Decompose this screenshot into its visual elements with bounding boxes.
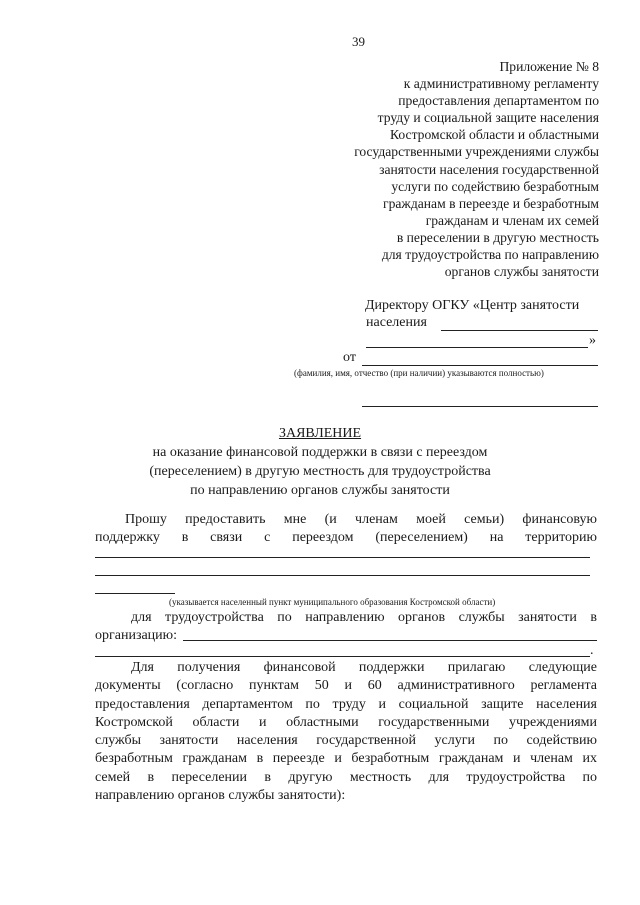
request-paragraph [95, 511, 597, 548]
center-name-field-continued[interactable] [366, 347, 588, 348]
appendix-block [354, 58, 599, 280]
organization-period: . [590, 643, 594, 658]
request-line-1: Прошу предоставить мне (и членам моей семьи) финансовую [125, 512, 597, 527]
appendix-line: гражданам и членам их семей [425, 212, 599, 228]
appendix-line: Костромской области и областными [390, 127, 599, 143]
from-label: от [343, 350, 356, 365]
territory-field-3[interactable] [95, 593, 175, 594]
documents-line: Для получения финансовой поддержки прилагаю следующие [131, 660, 597, 675]
territory-field-2[interactable] [95, 575, 590, 576]
documents-line: предоставления департаментом по труду и социальной защите населения [95, 696, 597, 712]
applicant-extra-field[interactable] [362, 406, 598, 407]
organization-field-continued[interactable] [95, 656, 590, 657]
appendix-line: предоставления департаментом по [398, 93, 599, 109]
documents-line: семей в переселении в другую местность для трудоустройства по [95, 769, 597, 785]
appendix-line: занятости населения государственной [379, 161, 599, 177]
appendix-line: труду и социальной защите населения [377, 110, 599, 126]
addressee-line-1: Директору ОГКУ «Центр занятости [365, 298, 580, 313]
appendix-line: для трудоустройства по направлению [381, 247, 599, 263]
appendix-line: Приложение № 8 [499, 59, 599, 74]
employment-line-2: организацию: [95, 628, 178, 644]
appendix-line: в переселении в другую местность [396, 229, 599, 245]
statement-heading: ЗАЯВЛЕНИЕ [278, 426, 362, 441]
request-line-2: поддержку в связи с переездом (переселением) на территорию [95, 530, 597, 546]
employment-line-1: для трудоустройства по направлению органов службы занятости в [131, 610, 597, 625]
appendix-line: гражданам в переезде и безработным [383, 195, 599, 211]
page-number: 39 [352, 34, 365, 49]
documents-paragraph [95, 659, 597, 805]
closing-quote: » [589, 333, 596, 348]
documents-line-last: направлению органов службы занятости): [95, 788, 346, 804]
statement-subtitle-line: на оказание финансовой поддержки в связи с переездом [152, 445, 488, 460]
statement-subtitle-line: (переселением) в другую местность для трудоустройства [149, 464, 491, 479]
appendix-line: услуги по содействию безработным [391, 178, 599, 194]
fio-hint: (фамилия, имя, отчество (при наличии) указываются полностью) [294, 368, 544, 378]
documents-line: Костромской области и областными государственными учреждениями [95, 714, 597, 730]
documents-line: безработным гражданам в переезде и безработным гражданам и членам их [95, 751, 597, 767]
appendix-line: органов службы занятости [444, 264, 599, 280]
statement-subtitle-line: по направлению органов службы занятости [190, 483, 450, 498]
appendix-line: к административному регламенту [403, 76, 599, 92]
documents-line: документы (согласно пунктам 50 и 60 административного регламента [95, 678, 597, 694]
addressee-line-2: населения [366, 315, 427, 330]
applicant-name-field[interactable] [362, 365, 598, 366]
documents-line: службы занятости населения государственной услуги по содействию [95, 733, 597, 749]
appendix-line: государственными учреждениями службы [354, 144, 599, 160]
statement-title [0, 424, 640, 500]
center-name-field[interactable] [441, 330, 598, 331]
territory-hint: (указывается населенный пункт муниципального образования Костромской области) [169, 597, 496, 607]
territory-field-1[interactable] [95, 557, 590, 558]
organization-field[interactable] [183, 640, 597, 641]
